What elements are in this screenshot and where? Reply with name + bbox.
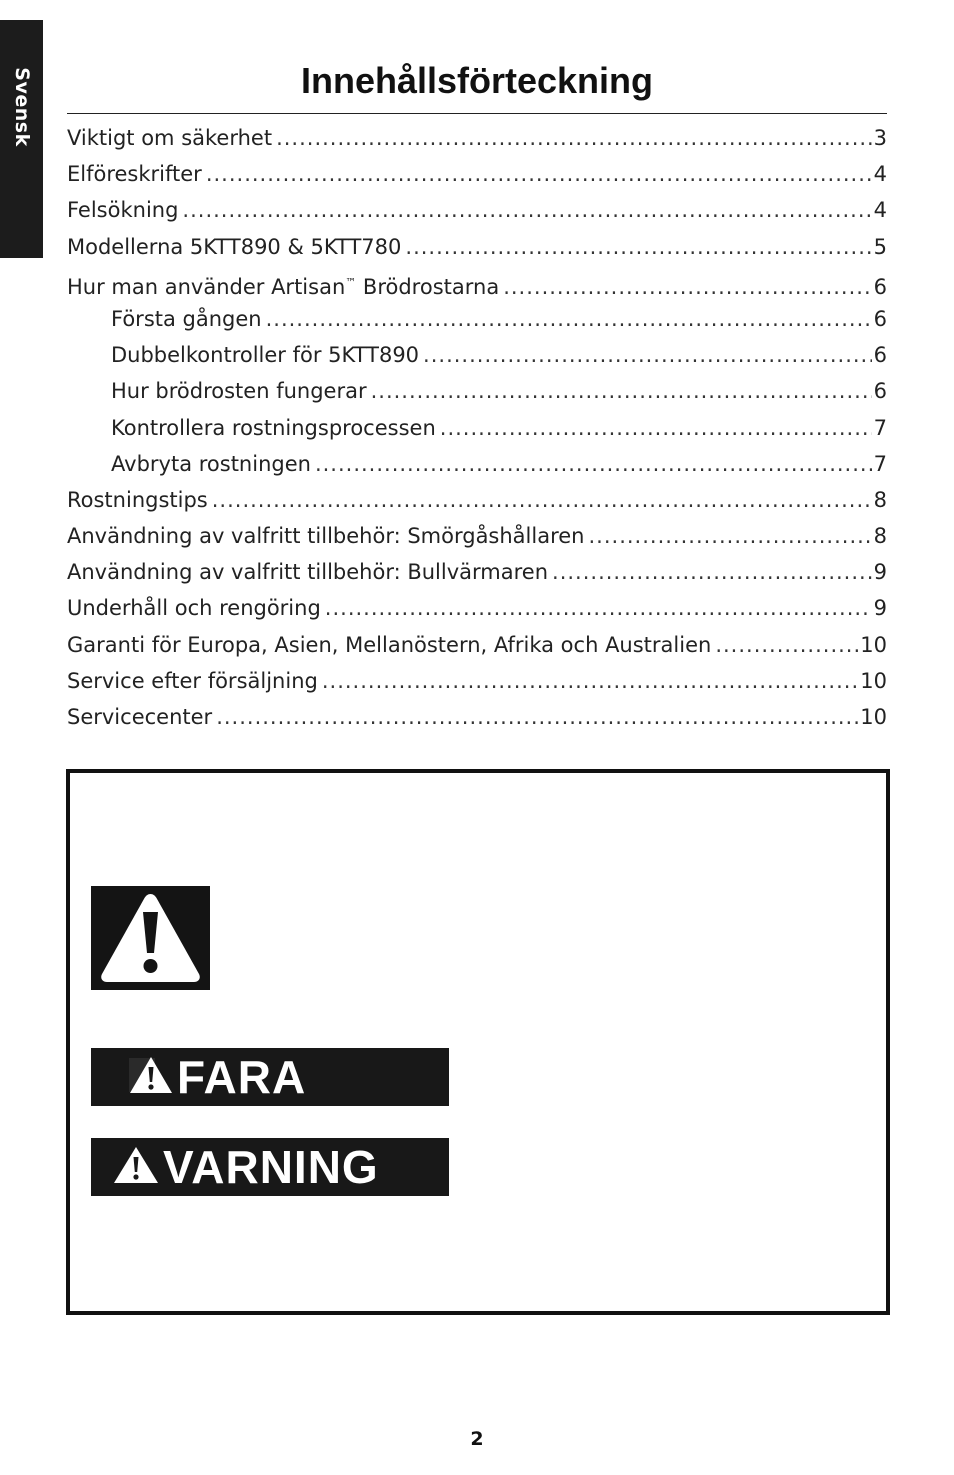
toc-leader-dots [715,627,858,663]
toc-entry-label: Elföreskrifter [67,162,202,187]
toc-entry-label: Användning av valfritt tillbehör: Smörgåshållaren [67,524,585,549]
toc-entry-page: 9 [873,596,887,621]
toc-entry-page: 10 [860,705,887,729]
toc-entry-label: Modellerna 5KTT890 & 5KTT780 [67,234,402,259]
toc-entry-label: Service efter försäljning [67,668,318,693]
toc-leader-dots [503,269,871,305]
toc-entry-label-text: Hur man använder Artisan [67,274,346,299]
toc-subentry[interactable] [67,337,887,373]
danger-signal-word-text: FARA [177,1051,307,1103]
toc-entry-page: 7 [873,415,887,440]
toc-leader-dots [266,301,872,337]
toc-entry-page: 7 [873,451,887,476]
safety-alert-symbol [91,886,210,990]
warning-triangle-icon [91,886,210,990]
table-of-contents [67,120,887,735]
toc-entry-label: Servicecenter [67,705,213,729]
toc-entry-page: 10 [860,668,887,693]
toc-leader-dots [423,337,872,373]
toc-entry[interactable] [67,627,887,663]
toc-entry-label: Felsökning [67,198,179,223]
toc-entry-page: 5 [873,234,887,259]
warning-signal-word [91,1138,449,1196]
toc-entry[interactable] [67,518,887,554]
language-tab-label: Svensk [10,67,33,147]
toc-leader-dots [589,518,872,554]
toc-entry-page: 4 [873,198,887,223]
toc-leader-dots [206,156,872,192]
page-title: Innehållsförteckning [300,60,654,101]
toc-entry-page: 9 [873,560,887,585]
toc-entry-page: 6 [873,306,887,331]
toc-leader-dots [371,373,872,409]
toc-entry-page: 8 [873,487,887,512]
toc-leader-dots [322,663,858,699]
toc-entry-label: Underhåll och rengöring [67,596,321,621]
toc-entry-label: Första gången [111,306,262,331]
title-divider [67,113,887,114]
toc-entry[interactable] [67,120,887,156]
toc-entry-page: 10 [860,632,887,657]
toc-entry-page: 3 [873,126,887,150]
toc-entry-page: 6 [873,274,887,299]
toc-entry[interactable] [67,482,887,518]
toc-leader-dots [325,590,872,626]
toc-entry-label: Kontrollera rostningsprocessen [111,415,436,440]
toc-entry-label: Garanti för Europa, Asien, Mellanöstern, Afrika och Australien [67,632,712,657]
toc-leader-dots [405,229,871,265]
toc-subentry[interactable] [67,410,887,446]
toc-leader-dots [276,120,872,156]
toc-leader-dots [552,554,872,590]
toc-entry-label [67,265,499,305]
toc-entry[interactable] [67,554,887,590]
warning-signal-word-text: VARNING [163,1141,379,1193]
toc-entry[interactable] [67,265,887,301]
toc-leader-dots [212,482,872,518]
toc-leader-dots [315,446,872,482]
toc-subentry[interactable] [67,301,887,337]
toc-entry-label: Viktigt om säkerhet [67,126,273,150]
toc-entry-label: Avbryta rostningen [111,451,311,476]
warning-triangle-icon [113,1145,159,1189]
language-tab [0,20,43,258]
toc-entry[interactable] [67,590,887,626]
toc-entry-page: 4 [873,162,887,187]
page-number: 2 [470,1428,484,1450]
toc-entry-label: Användning av valfritt tillbehör: Bullvärmaren [67,560,549,585]
toc-entry-label: Rostningstips [67,487,208,512]
warning-triangle-icon [129,1055,173,1099]
toc-entry-page: 6 [873,379,887,404]
toc-subentry[interactable] [67,446,887,482]
toc-subentry[interactable] [67,373,887,409]
toc-leader-dots [182,192,871,228]
toc-entry-label: Hur brödrosten fungerar [111,379,367,404]
trademark-symbol: ™ [345,275,357,289]
toc-entry[interactable] [67,229,887,265]
toc-leader-dots [216,699,858,735]
toc-entry[interactable] [67,663,887,699]
toc-entry[interactable] [67,156,887,192]
toc-leader-dots [440,410,872,446]
safety-notice-box [66,769,890,1315]
toc-entry-page: 6 [873,343,887,368]
toc-entry[interactable] [67,192,887,228]
danger-signal-word [91,1048,449,1106]
toc-entry-label-text-after: Brödrostarna [356,274,500,299]
toc-entry-page: 8 [873,524,887,549]
toc-entry[interactable] [67,699,887,735]
toc-entry-label: Dubbelkontroller för 5KTT890 [111,343,420,368]
